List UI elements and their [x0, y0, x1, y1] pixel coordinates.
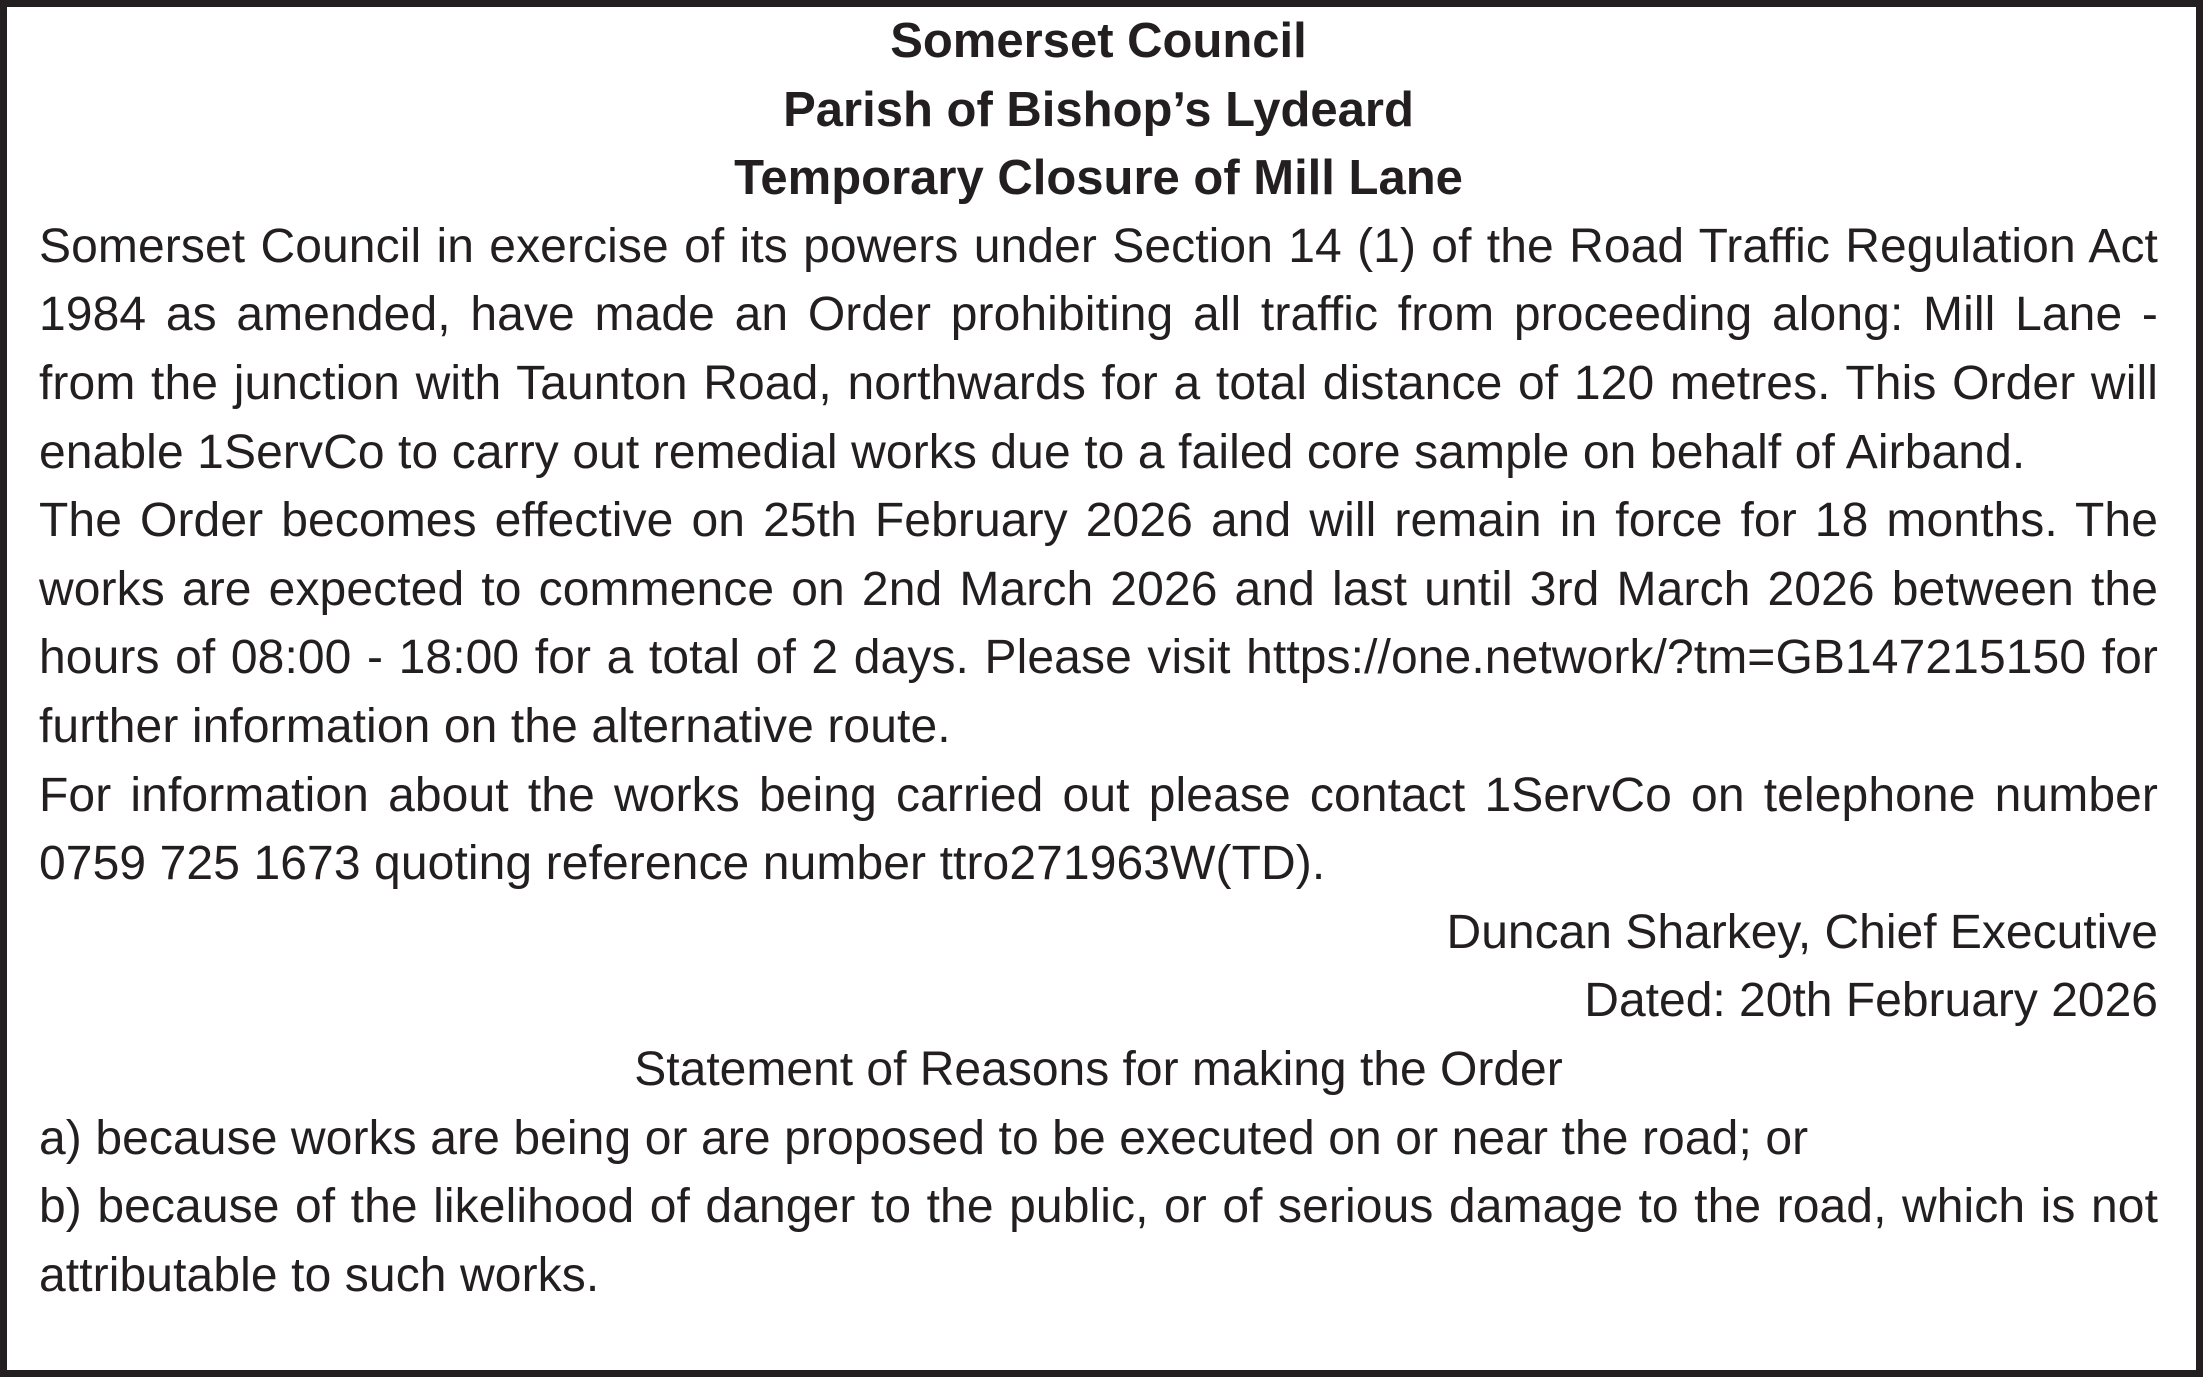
reason-b: b) because of the likelihood of danger to the public, or of serious damage to the road, which is not attributable to such works.: [39, 1180, 2158, 1302]
signatory: Duncan Sharkey, Chief Executive: [1446, 905, 2158, 959]
notice-heading-parish: Parish of Bishop’s Lydeard: [783, 82, 1414, 137]
reasons-heading: Statement of Reasons for making the Order: [634, 1042, 1563, 1096]
effective-dates-paragraph: The Order becomes effective on 25th February 2026 and will remain in force for 18 months. The works are expected to commence on 2nd March 2026 and last until 3rd March 2026 between the hours of 08:00 - 18:00 for a total of 2 days. Please visit https://one.network/?tm=GB147215150 for further information on the alternative route.: [39, 494, 2158, 753]
order-paragraph: Somerset Council in exercise of its powers under Section 14 (1) of the Road Traffic Regulation Act 1984 as amended, have made an Order prohibiting all traffic from proceeding along: Mill Lane - from the junction with Taunton Road, northwards for a total distance of 120 metres. This Order will enable 1ServCo to carry out remedial works due to a failed core sample on behalf of Airband.: [39, 219, 2158, 479]
reason-a: a) because works are being or are proposed to be executed on or near the road; or: [39, 1111, 1809, 1165]
notice-heading-council: Somerset Council: [890, 14, 1307, 68]
notice-heading-title: Temporary Closure of Mill Lane: [734, 151, 1463, 206]
dated-line: Dated: 20th February 2026: [1584, 974, 2158, 1028]
contact-paragraph: For information about the works being carried out please contact 1ServCo on telephone number 0759 725 1673 quoting reference number ttro271963W(TD).: [39, 768, 2158, 891]
